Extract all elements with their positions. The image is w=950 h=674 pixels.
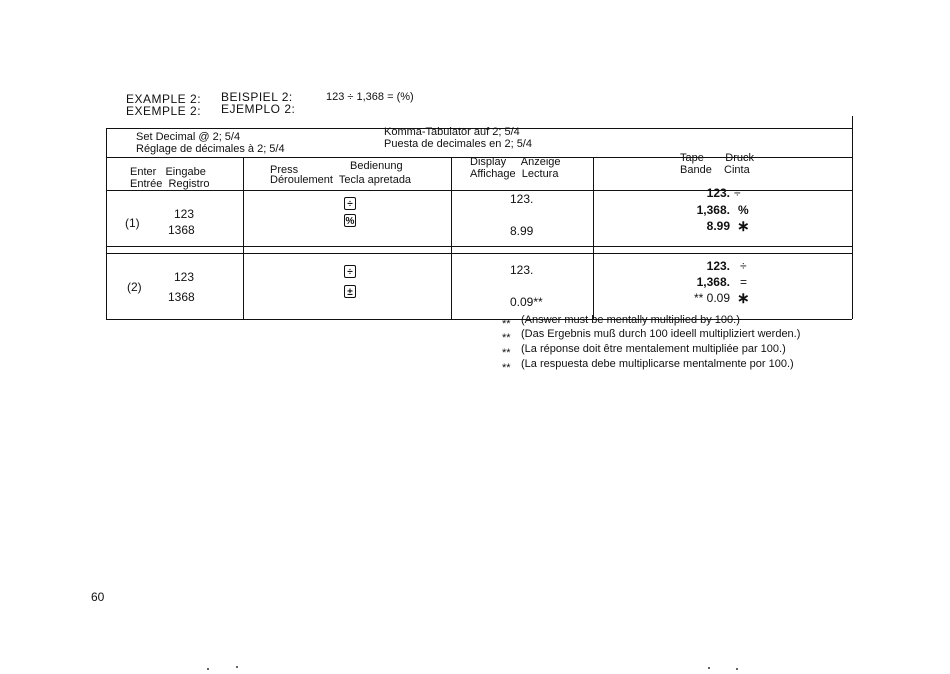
input-value: 1368 (168, 223, 195, 237)
page-number: 60 (91, 590, 105, 604)
divide-key-icon: ÷ (344, 197, 356, 210)
tape-symbol: ÷ (734, 186, 741, 200)
footnote-marker: ** (502, 362, 511, 374)
input-value: 123 (174, 270, 195, 284)
display-value: 123. (510, 192, 534, 206)
col-deroulement: Déroulement Tecla apretada (270, 174, 412, 186)
input-value: 123 (174, 207, 195, 221)
ejemplo-label: EJEMPLO 2: (221, 102, 296, 116)
set-decimal-en: Set Decimal @ 2; 5/4 (136, 131, 241, 143)
percent-key-icon: % (345, 216, 355, 227)
tape-value: 123. (706, 259, 730, 273)
col-enter: Enter Eingabe (130, 166, 206, 178)
beispiel-label: BEISPIEL 2: (221, 90, 293, 104)
tape-symbol: % (738, 203, 749, 217)
divide-key-icon: ÷ (344, 265, 356, 278)
row-index: (1) (125, 216, 140, 230)
tape-symbol: = (740, 275, 748, 289)
set-decimal-de: Komma-Tabulator auf 2; 5/4 (384, 126, 520, 138)
display-value: 8.99 (510, 224, 534, 238)
col-tape: Tape Druck (680, 152, 754, 164)
col-affichage: Affichage Lectura (470, 168, 559, 180)
tape-symbol: ∗ (737, 218, 750, 235)
plus-minus-key-icon: ± (344, 285, 356, 298)
display-value: 123. (510, 263, 534, 277)
tape-symbol: ∗ (737, 290, 750, 307)
tape-value: ** 0.09 (693, 291, 730, 305)
display-value: 0.09** (510, 295, 543, 309)
col-entree: Entrée Registro (130, 178, 210, 190)
formula: 123 ÷ 1,368 = (%) (326, 91, 414, 103)
set-decimal-es: Puesta de decimales en 2; 5/4 (384, 138, 532, 150)
footnote-marker: ** (502, 347, 511, 359)
tape-value: 1,368. (696, 275, 730, 289)
col-bedienung: Bedienung (350, 160, 403, 172)
tape-value: 1,368. (696, 203, 730, 217)
col-bande: Bande Cinta (680, 164, 750, 176)
tape-value: 8.99 (706, 219, 730, 233)
example-label-en: EXAMPLE 2: (126, 92, 202, 106)
print-speck (236, 666, 238, 668)
set-decimal-fr: Réglage de décimales à 2; 5/4 (136, 143, 285, 155)
print-speck (207, 668, 209, 670)
print-speck (736, 668, 738, 670)
col-press: Press (270, 164, 299, 176)
footnote-es: (La respuesta debe multiplicarse mentalmente por 100.) (521, 358, 794, 370)
print-speck (708, 667, 710, 669)
example-label-fr: EXEMPLE 2: (126, 104, 202, 118)
footnote-marker: ** (502, 332, 511, 344)
row-index: (2) (127, 280, 142, 294)
footnote-marker: ** (502, 318, 511, 330)
tape-value: 123. (706, 186, 730, 200)
col-display: Display Anzeige (470, 156, 561, 168)
input-value: 1368 (168, 290, 195, 304)
footnote-en: (Answer must be mentally multiplied by 100.) (521, 314, 740, 326)
footnote-fr: (La réponse doit être mentalement multipliée par 100.) (521, 343, 786, 355)
footnote-de: (Das Ergebnis muß durch 100 ideell multipliziert werden.) (521, 328, 801, 340)
tape-symbol: ÷ (740, 259, 747, 273)
